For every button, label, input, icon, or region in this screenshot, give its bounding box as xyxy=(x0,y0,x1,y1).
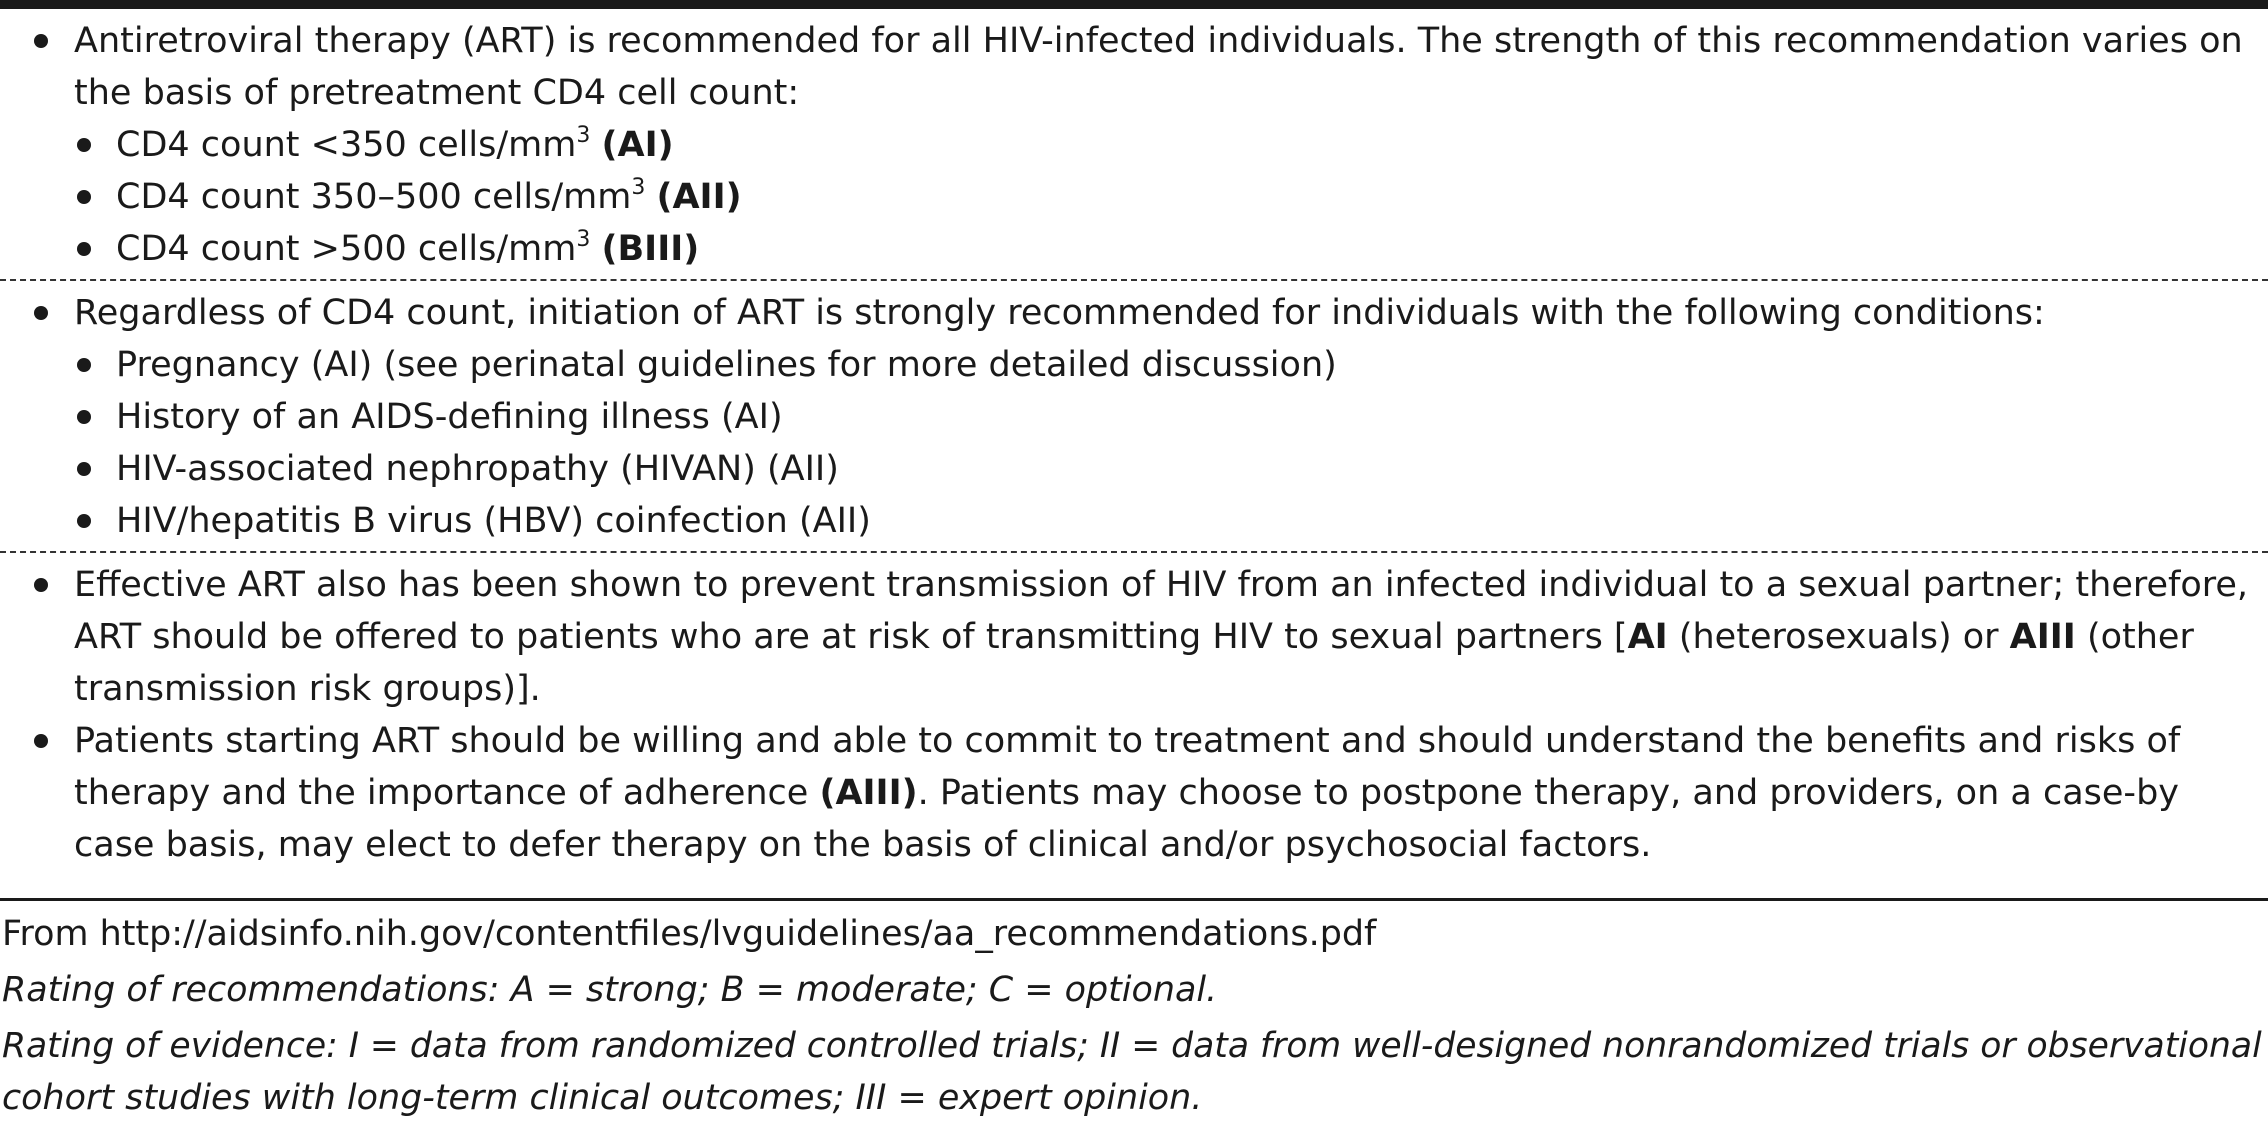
item-text: (other transmission risk groups)]. xyxy=(74,617,2194,709)
bullet-icon xyxy=(77,190,91,204)
section-transmission-and-readiness xyxy=(0,551,2268,875)
item-text: Regardless of CD4 count, initiation of ART is strongly recommended for individuals with the following conditions: xyxy=(74,293,2045,333)
bullet-icon xyxy=(34,734,48,748)
section-cd4-recommendations xyxy=(0,9,2268,279)
bullet-icon xyxy=(34,578,48,592)
bullet-icon xyxy=(34,34,48,48)
bullet-icon xyxy=(77,514,91,528)
recommendation-box xyxy=(0,9,2268,875)
rating-label: (AIII) xyxy=(819,773,918,813)
bullet-icon xyxy=(77,242,91,256)
superscript: 3 xyxy=(631,175,646,200)
item-text: Effective ART also has been shown to prevent transmission of HIV from an infected individual to a sexual partner; therefore, ART should be offered to patients who are at risk of transmitting HIV to sexual partners [ xyxy=(74,565,2249,657)
item-text: CD4 count 350–500 cells/mm xyxy=(116,177,632,217)
rating-evidence-note-line1: Rating of evidence: I = data from randomized controlled trials; II = data from well-designed nonrandomized trials or observational xyxy=(1,1026,2262,1066)
item-text: HIV-associated nephropathy (HIVAN) (AII) xyxy=(116,449,839,489)
item-text: Patients starting ART should be willing and able to commit to treatment and should understand the benefits and risks of therapy and the importance of adherence xyxy=(74,721,2181,813)
item-text: CD4 count >500 cells/mm xyxy=(116,229,577,269)
item-text: HIV/hepatitis B virus (HBV) coinfection (AII) xyxy=(116,501,871,541)
list-item xyxy=(0,559,2268,715)
rating-label: (BIII) xyxy=(601,229,700,269)
rating-evidence-note-line2: cohort studies with long-term clinical outcomes; III = expert opinion. xyxy=(1,1078,1203,1118)
bullet-icon xyxy=(77,410,91,424)
bullet-icon xyxy=(77,138,91,152)
sub-list-item xyxy=(0,171,2268,223)
table-footnotes xyxy=(0,908,2268,1124)
sub-list-item xyxy=(0,443,2268,495)
bullet-icon xyxy=(77,358,91,372)
item-text: History of an AIDS-defining illness (AI) xyxy=(116,397,783,437)
sub-list-item xyxy=(0,391,2268,443)
item-text: Pregnancy (AI) (see perinatal guidelines for more detailed discussion) xyxy=(116,345,1337,385)
rating-recommendations-note: Rating of recommendations: A = strong; B = moderate; C = optional. xyxy=(1,970,1218,1010)
rating-label: AIII xyxy=(2009,617,2076,657)
section-conditions xyxy=(0,279,2268,551)
top-rule xyxy=(0,0,2268,9)
superscript: 3 xyxy=(576,227,591,252)
bottom-rule xyxy=(0,898,2268,901)
bullet-icon xyxy=(34,306,48,320)
sub-list-item xyxy=(0,223,2268,275)
rating-label: AI xyxy=(1627,617,1668,657)
list-item xyxy=(0,15,2268,119)
sub-list-item xyxy=(0,119,2268,171)
rating-label: (AII) xyxy=(656,177,742,217)
item-text: (heterosexuals) or xyxy=(1667,617,2010,657)
source-note: From http://aidsinfo.nih.gov/contentfiles/lvguidelines/aa_recommendations.pdf xyxy=(1,914,1377,954)
sub-list-item xyxy=(0,495,2268,547)
list-item xyxy=(0,715,2268,871)
item-text: . Patients may choose to postpone therapy, and providers, on a case-by case basis, may elect to defer therapy on the basis of clinical and/or psychosocial factors. xyxy=(74,773,2179,865)
item-text: CD4 count <350 cells/mm xyxy=(116,125,577,165)
bullet-icon xyxy=(77,462,91,476)
rating-label: (AI) xyxy=(601,125,674,165)
sub-list-item xyxy=(0,339,2268,391)
superscript: 3 xyxy=(576,123,591,148)
list-item xyxy=(0,287,2268,339)
item-text: Antiretroviral therapy (ART) is recommended for all HIV-infected individuals. The strength of this recommendation varies on the basis of pretreatment CD4 cell count: xyxy=(74,21,2243,113)
